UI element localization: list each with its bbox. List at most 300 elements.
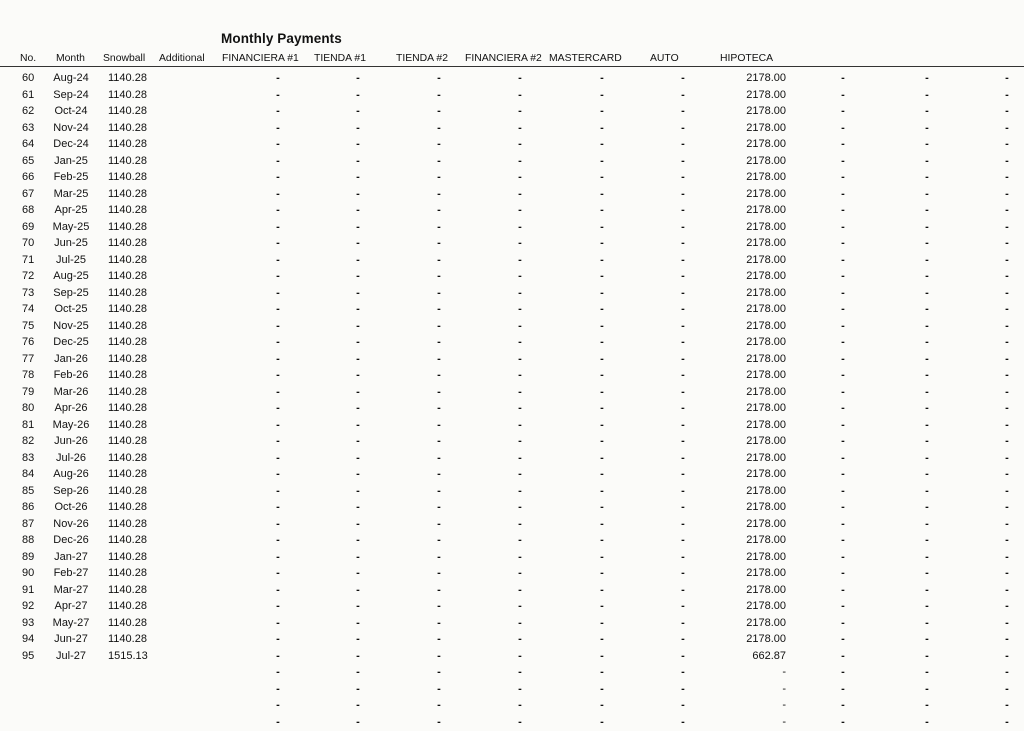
row-empty-cell: -: [925, 204, 929, 216]
row-empty-cell: -: [356, 484, 360, 497]
row-number: 77: [22, 352, 35, 365]
row-empty-cell: -: [600, 699, 604, 711]
row-empty-cell: -: [276, 105, 280, 117]
row-empty-cell: -: [1005, 402, 1009, 414]
table-row: [0, 367, 1024, 384]
row-empty-cell: -: [518, 336, 522, 348]
row-empty-cell: -: [681, 171, 685, 183]
row-snowball: 1140.28: [108, 352, 147, 365]
row-empty-cell: -: [276, 369, 280, 381]
row-empty-cell: -: [356, 649, 360, 662]
row-hipoteca: 2178.00: [746, 567, 786, 579]
row-empty-cell: -: [841, 484, 845, 497]
row-empty-cell: -: [681, 220, 685, 233]
row-number: 91: [22, 583, 35, 596]
row-empty-cell: -: [841, 715, 845, 728]
row-empty-cell: -: [276, 319, 280, 332]
row-month: Jun-25: [54, 237, 88, 249]
row-empty-cell: -: [600, 649, 604, 662]
row-empty-cell: -: [925, 633, 929, 645]
row-snowball: 1140.28: [108, 501, 147, 513]
row-hipoteca: 2178.00: [746, 517, 786, 530]
header-additional: Additional: [159, 53, 205, 64]
row-number: 92: [22, 600, 35, 612]
row-number: 69: [22, 220, 35, 233]
row-empty-cell: -: [681, 484, 685, 497]
table-row: [0, 400, 1024, 417]
row-empty-cell: -: [600, 72, 604, 84]
row-empty-cell: -: [437, 468, 441, 480]
row-empty-cell: -: [841, 616, 845, 629]
table-row: [0, 136, 1024, 153]
row-empty-cell: -: [600, 451, 604, 464]
row-month: Jan-27: [54, 550, 88, 563]
row-empty-cell: -: [925, 715, 929, 728]
row-empty-cell: -: [1005, 336, 1009, 348]
row-empty-cell: -: [276, 451, 280, 464]
row-empty-cell: -: [1005, 501, 1009, 513]
row-empty-cell: -: [276, 220, 280, 233]
row-snowball: 1140.28: [108, 517, 147, 530]
row-number: 68: [22, 204, 35, 216]
row-month: Jul-26: [56, 451, 86, 464]
row-empty-cell: -: [356, 154, 360, 167]
row-empty-cell: -: [841, 699, 845, 711]
row-month: Sep-26: [53, 484, 89, 497]
row-empty-cell: -: [437, 369, 441, 381]
row-empty-cell: -: [681, 616, 685, 629]
row-empty-cell: -: [437, 633, 441, 645]
row-number: 75: [22, 319, 35, 332]
row-empty-cell: -: [518, 369, 522, 381]
row-empty-cell: -: [681, 649, 685, 662]
row-empty-cell: -: [437, 88, 441, 101]
row-empty-cell: -: [841, 633, 845, 645]
table-row: [0, 384, 1024, 401]
row-empty-cell: -: [841, 319, 845, 332]
row-empty-cell: -: [1005, 534, 1009, 546]
row-number: 74: [22, 303, 35, 315]
row-empty-cell: -: [518, 451, 522, 464]
row-number: 84: [22, 468, 35, 480]
row-empty-cell: -: [518, 583, 522, 596]
row-hipoteca: 2178.00: [746, 616, 786, 629]
row-empty-cell: -: [276, 204, 280, 216]
row-empty-cell: -: [518, 534, 522, 546]
row-empty-cell: -: [925, 666, 929, 678]
row-empty-cell: -: [437, 501, 441, 513]
row-hipoteca: 2178.00: [746, 633, 786, 645]
row-empty-cell: -: [276, 682, 280, 695]
table-row: [0, 285, 1024, 302]
row-month: Nov-24: [53, 121, 89, 134]
table-row: [0, 681, 1024, 698]
row-hipoteca: 2178.00: [746, 484, 786, 497]
row-snowball: 1140.28: [108, 121, 147, 134]
row-snowball: 1140.28: [108, 468, 147, 480]
row-hipoteca: 2178.00: [746, 600, 786, 612]
row-snowball: 1140.28: [108, 88, 147, 101]
row-empty-cell: -: [356, 699, 360, 711]
row-empty-cell: -: [1005, 88, 1009, 101]
row-empty-cell: -: [841, 253, 845, 266]
row-empty-cell: -: [1005, 418, 1009, 431]
row-empty-cell: -: [437, 550, 441, 563]
row-empty-cell: -: [276, 336, 280, 348]
row-empty-cell: -: [276, 583, 280, 596]
row-empty-cell: -: [356, 666, 360, 678]
row-empty-cell: -: [356, 583, 360, 596]
row-empty-cell: -: [356, 352, 360, 365]
row-month: Aug-26: [53, 468, 89, 480]
row-empty-cell: -: [1005, 715, 1009, 728]
row-empty-cell: -: [276, 517, 280, 530]
row-hipoteca: 2178.00: [746, 171, 786, 183]
row-empty-cell: -: [437, 105, 441, 117]
row-hipoteca: 2178.00: [746, 550, 786, 563]
row-snowball: 1140.28: [108, 633, 147, 645]
row-hipoteca: 2178.00: [746, 88, 786, 101]
row-empty-cell: -: [276, 550, 280, 563]
row-empty-cell: -: [1005, 600, 1009, 612]
row-empty-cell: -: [925, 253, 929, 266]
row-empty-cell: -: [925, 237, 929, 249]
table-row: [0, 318, 1024, 335]
table-row: [0, 301, 1024, 318]
row-empty-cell: -: [518, 253, 522, 266]
row-empty-cell: -: [841, 105, 845, 117]
table-row: [0, 466, 1024, 483]
row-empty-cell: -: [600, 171, 604, 183]
row-empty-cell: -: [841, 402, 845, 414]
table-row: [0, 235, 1024, 252]
row-month: Feb-25: [53, 171, 89, 183]
row-snowball: 1140.28: [108, 204, 147, 216]
row-empty-cell: -: [1005, 550, 1009, 563]
row-empty-cell: -: [356, 418, 360, 431]
row-empty-cell: -: [518, 352, 522, 365]
table-row: [0, 153, 1024, 170]
row-empty-cell: -: [925, 468, 929, 480]
row-empty-cell: -: [600, 517, 604, 530]
row-empty-cell: -: [925, 105, 929, 117]
row-empty-cell: -: [518, 666, 522, 678]
row-hipoteca: 2178.00: [746, 270, 786, 282]
row-empty-cell: -: [518, 204, 522, 216]
row-empty-cell: -: [437, 72, 441, 84]
row-snowball: 1140.28: [108, 105, 147, 117]
row-empty-cell: -: [925, 402, 929, 414]
row-empty-cell: -: [518, 649, 522, 662]
row-month: Aug-24: [53, 72, 89, 84]
row-empty-cell: -: [681, 567, 685, 579]
row-empty-cell: -: [437, 336, 441, 348]
row-empty-cell: -: [1005, 699, 1009, 711]
row-empty-cell: -: [518, 715, 522, 728]
row-snowball: 1140.28: [108, 319, 147, 332]
row-empty-cell: -: [600, 121, 604, 134]
row-empty-cell: -: [841, 303, 845, 315]
row-hipoteca: 2178.00: [746, 435, 786, 447]
row-empty-cell: -: [600, 303, 604, 315]
row-empty-cell: -: [437, 352, 441, 365]
row-empty-cell: -: [276, 303, 280, 315]
row-month: Nov-25: [53, 319, 89, 332]
row-empty-cell: -: [276, 270, 280, 282]
row-month: Mar-26: [53, 385, 89, 398]
row-empty-cell: -: [925, 171, 929, 183]
row-month: Mar-27: [53, 583, 89, 596]
row-empty-cell: -: [276, 88, 280, 101]
row-number: 67: [22, 187, 35, 200]
header-tienda-2: TIENDA #2: [396, 53, 448, 64]
row-empty-cell: -: [518, 72, 522, 84]
row-number: 80: [22, 402, 35, 414]
row-empty-cell: -: [518, 567, 522, 579]
row-empty-cell: -: [356, 88, 360, 101]
row-empty-cell: -: [1005, 517, 1009, 530]
row-empty-cell: -: [1005, 187, 1009, 200]
row-month: Aug-25: [53, 270, 89, 282]
row-empty-cell: -: [600, 583, 604, 596]
row-empty-cell: -: [841, 451, 845, 464]
header-financiera-1: FINANCIERA #1: [222, 53, 299, 64]
row-empty-cell: -: [600, 319, 604, 332]
row-snowball: 1140.28: [108, 154, 147, 167]
row-empty-cell: -: [925, 649, 929, 662]
row-empty-cell: -: [600, 682, 604, 695]
row-empty-cell: -: [356, 171, 360, 183]
row-hipoteca: 2178.00: [746, 154, 786, 167]
row-number: 79: [22, 385, 35, 398]
row-empty-cell: -: [276, 699, 280, 711]
row-empty-cell: -: [1005, 352, 1009, 365]
row-empty-cell: -: [437, 286, 441, 299]
row-empty-cell: -: [276, 253, 280, 266]
row-empty-cell: -: [1005, 369, 1009, 381]
row-empty-cell: -: [356, 501, 360, 513]
row-empty-cell: -: [356, 451, 360, 464]
row-empty-cell: -: [841, 369, 845, 381]
row-month: Oct-24: [54, 105, 88, 117]
row-empty-cell: -: [437, 220, 441, 233]
row-empty-cell: -: [518, 154, 522, 167]
row-empty-cell: -: [681, 237, 685, 249]
row-empty-cell: -: [925, 501, 929, 513]
row-empty-cell: -: [356, 517, 360, 530]
row-empty-cell: -: [276, 435, 280, 447]
row-empty-cell: -: [681, 385, 685, 398]
row-empty-cell: -: [276, 138, 280, 150]
row-month: Oct-26: [54, 501, 88, 513]
row-empty-cell: -: [681, 715, 685, 728]
row-empty-cell: -: [1005, 286, 1009, 299]
row-month: Sep-24: [53, 88, 89, 101]
row-empty-cell: -: [518, 501, 522, 513]
row-empty-cell: -: [681, 699, 685, 711]
row-empty-cell: -: [841, 550, 845, 563]
table-row: [0, 648, 1024, 665]
row-snowball: 1140.28: [108, 286, 147, 299]
row-empty-cell: -: [276, 534, 280, 546]
row-empty-cell: -: [276, 501, 280, 513]
row-empty-cell: -: [356, 105, 360, 117]
row-empty-cell: -: [518, 633, 522, 645]
row-empty-cell: -: [518, 270, 522, 282]
row-empty-cell: -: [1005, 633, 1009, 645]
row-hipoteca: 2178.00: [746, 303, 786, 315]
row-snowball: 1140.28: [108, 237, 147, 249]
row-empty-cell: -: [841, 121, 845, 134]
table-row: [0, 499, 1024, 516]
row-month: Jun-27: [54, 633, 88, 645]
row-empty-cell: -: [276, 286, 280, 299]
row-hipoteca: -: [782, 666, 786, 678]
header-snowball: Snowball: [103, 53, 146, 64]
row-number: 90: [22, 567, 35, 579]
row-empty-cell: -: [600, 715, 604, 728]
row-empty-cell: -: [600, 336, 604, 348]
row-empty-cell: -: [600, 484, 604, 497]
row-empty-cell: -: [925, 418, 929, 431]
row-empty-cell: -: [600, 616, 604, 629]
row-empty-cell: -: [437, 534, 441, 546]
row-empty-cell: -: [841, 154, 845, 167]
row-empty-cell: -: [681, 319, 685, 332]
table-row: [0, 615, 1024, 632]
row-empty-cell: -: [925, 567, 929, 579]
row-number: 64: [22, 138, 35, 150]
row-empty-cell: -: [841, 220, 845, 233]
row-empty-cell: -: [356, 682, 360, 695]
row-empty-cell: -: [925, 319, 929, 332]
row-empty-cell: -: [1005, 484, 1009, 497]
row-empty-cell: -: [841, 270, 845, 282]
row-empty-cell: -: [356, 220, 360, 233]
row-empty-cell: -: [841, 286, 845, 299]
row-empty-cell: -: [925, 534, 929, 546]
row-empty-cell: -: [356, 385, 360, 398]
row-empty-cell: -: [600, 567, 604, 579]
row-number: 76: [22, 336, 35, 348]
row-month: Dec-26: [53, 534, 89, 546]
row-empty-cell: -: [681, 583, 685, 596]
row-month: Apr-26: [54, 402, 88, 414]
table-row: [0, 70, 1024, 87]
row-empty-cell: -: [841, 187, 845, 200]
row-hipoteca: 2178.00: [746, 105, 786, 117]
row-empty-cell: -: [518, 220, 522, 233]
row-empty-cell: -: [1005, 666, 1009, 678]
row-empty-cell: -: [437, 699, 441, 711]
row-number: 63: [22, 121, 35, 134]
row-empty-cell: -: [925, 286, 929, 299]
row-empty-cell: -: [841, 534, 845, 546]
row-empty-cell: -: [600, 418, 604, 431]
row-empty-cell: -: [841, 418, 845, 431]
row-snowball: 1140.28: [108, 534, 147, 546]
row-hipoteca: 2178.00: [746, 336, 786, 348]
row-empty-cell: -: [356, 121, 360, 134]
row-number: 72: [22, 270, 35, 282]
row-empty-cell: -: [1005, 567, 1009, 579]
table-row: [0, 516, 1024, 533]
row-month: Apr-27: [54, 600, 88, 612]
table-row: [0, 483, 1024, 500]
row-empty-cell: -: [518, 121, 522, 134]
row-empty-cell: -: [841, 138, 845, 150]
row-empty-cell: -: [437, 715, 441, 728]
table-row: [0, 351, 1024, 368]
row-number: 88: [22, 534, 35, 546]
row-number: 94: [22, 633, 35, 645]
row-hipoteca: 2178.00: [746, 385, 786, 398]
row-empty-cell: -: [681, 253, 685, 266]
row-empty-cell: -: [841, 171, 845, 183]
row-empty-cell: -: [518, 517, 522, 530]
row-empty-cell: -: [681, 352, 685, 365]
row-empty-cell: -: [437, 567, 441, 579]
row-empty-cell: -: [681, 534, 685, 546]
row-empty-cell: -: [841, 204, 845, 216]
row-empty-cell: -: [356, 72, 360, 84]
row-empty-cell: -: [600, 88, 604, 101]
row-empty-cell: -: [356, 187, 360, 200]
row-empty-cell: -: [841, 336, 845, 348]
row-snowball: 1140.28: [108, 220, 147, 233]
row-number: 86: [22, 501, 35, 513]
row-empty-cell: -: [600, 468, 604, 480]
row-empty-cell: -: [437, 187, 441, 200]
row-snowball: 1140.28: [108, 418, 147, 431]
row-empty-cell: -: [681, 435, 685, 447]
table-row: [0, 549, 1024, 566]
row-empty-cell: -: [841, 583, 845, 596]
row-number: 60: [22, 72, 35, 84]
row-empty-cell: -: [925, 121, 929, 134]
row-month: Dec-25: [53, 336, 89, 348]
row-snowball: 1140.28: [108, 253, 147, 266]
row-empty-cell: -: [841, 435, 845, 447]
row-empty-cell: -: [518, 187, 522, 200]
row-hipoteca: -: [782, 682, 786, 695]
row-empty-cell: -: [437, 435, 441, 447]
row-empty-cell: -: [681, 468, 685, 480]
row-month: Feb-26: [53, 369, 89, 381]
row-empty-cell: -: [518, 435, 522, 447]
row-number: 70: [22, 237, 35, 249]
row-empty-cell: -: [681, 204, 685, 216]
row-empty-cell: -: [600, 352, 604, 365]
row-hipoteca: -: [782, 715, 786, 728]
row-hipoteca: 2178.00: [746, 237, 786, 249]
row-empty-cell: -: [518, 699, 522, 711]
row-empty-cell: -: [437, 319, 441, 332]
row-month: May-26: [52, 418, 90, 431]
row-empty-cell: -: [925, 303, 929, 315]
row-empty-cell: -: [437, 154, 441, 167]
row-empty-cell: -: [841, 517, 845, 530]
row-empty-cell: -: [1005, 204, 1009, 216]
row-empty-cell: -: [437, 121, 441, 134]
header-auto: AUTO: [650, 53, 679, 64]
row-empty-cell: -: [925, 72, 929, 84]
row-empty-cell: -: [276, 616, 280, 629]
row-empty-cell: -: [841, 666, 845, 678]
row-hipoteca: 2178.00: [746, 468, 786, 480]
row-empty-cell: -: [600, 138, 604, 150]
row-empty-cell: -: [356, 550, 360, 563]
